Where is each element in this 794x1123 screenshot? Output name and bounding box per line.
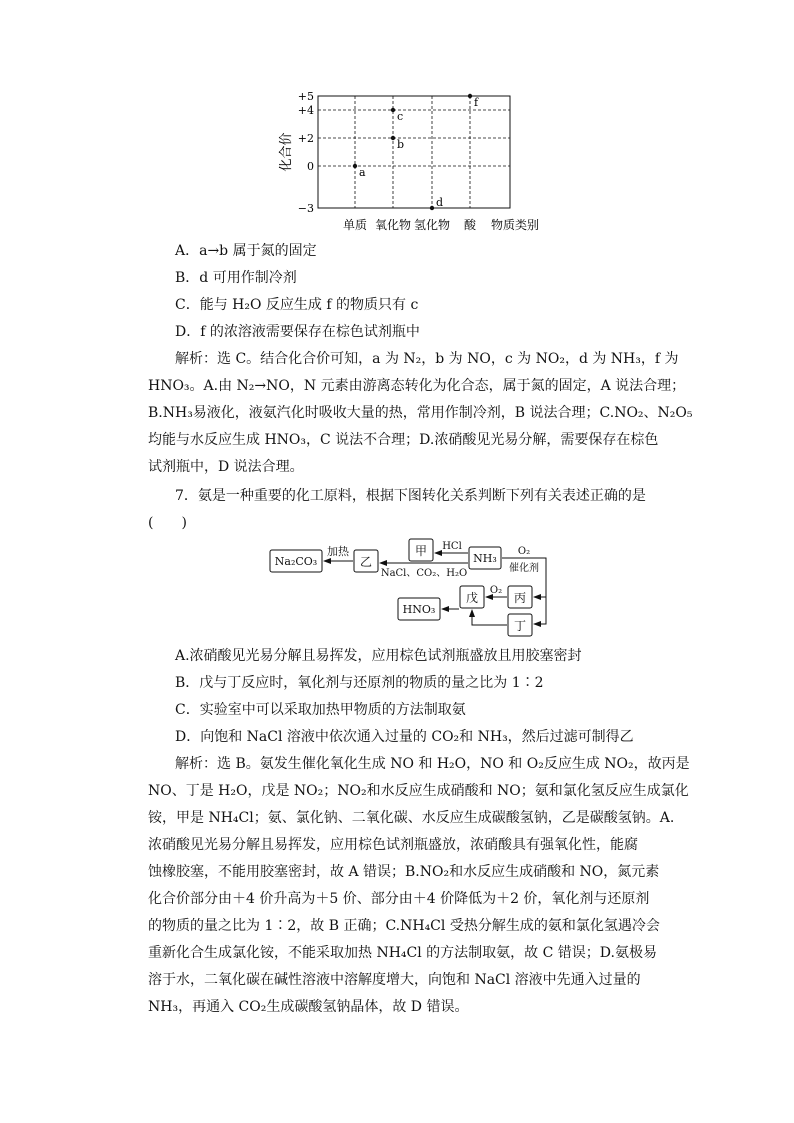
x-tick-label: 氧化物	[374, 218, 412, 232]
node-nh3: NH₃	[473, 552, 497, 565]
q7-option-b: B．戊与丁反应时，氧化剂与还原剂的物质的量之比为 1∶2	[175, 675, 544, 691]
q6-analysis-line: B.NH₃易液化，液氨汽化时吸收大量的热，常用作制冷剂，B 说法合理；C.NO₂、N₂O₅	[148, 405, 693, 421]
node-na2co3: Na₂CO₃	[274, 555, 318, 568]
q7-option-c: C．实验室中可以采取加热甲物质的方法制取氨	[175, 702, 466, 718]
q6-option-d: D．f 的浓溶液需要保存在棕色试剂瓶中	[175, 324, 420, 340]
valence-chart	[270, 88, 560, 236]
data-point	[391, 108, 395, 112]
q6-analysis-line: HNO₃。A.由 N₂→NO，N 元素由游离态转化为化合态，属于氮的固定，A 说法合理；	[148, 378, 686, 394]
node-wu: 戊	[465, 591, 479, 605]
x-tick-label: 单质	[342, 218, 368, 232]
q7-analysis-line: 重新化合生成氯化铵，不能采取加热 NH₄Cl 的方法制取氨，故 C 错误；D.氨极易	[148, 945, 657, 961]
x-tick-labels	[343, 217, 477, 232]
q7-analysis-line: 浓硝酸见光易分解且易挥发，应用棕色试剂瓶盛放，浓硝酸具有强氧化性，能腐	[148, 837, 638, 853]
q7-answer-blank: ( )	[148, 515, 187, 531]
label-hcl: HCl	[442, 541, 462, 552]
x-axis-label: 物质类别	[490, 218, 540, 232]
data-point	[430, 206, 434, 210]
q7-analysis-line: 蚀橡胶塞，不能用胶塞密封，故 A 错误；B.NO₂和水反应生成硝酸和 NO，氮元素	[148, 864, 660, 880]
q7-analysis-line: 解析：选 B。氨发生催化氧化生成 NO 和 H₂O，NO 和 O₂反应生成 NO₂，故丙是	[175, 756, 690, 772]
q7-option-a: A.浓硝酸见光易分解且易挥发，应用棕色试剂瓶盛放且用胶塞密封	[175, 648, 582, 664]
q7-analysis-line: 铵，甲是 NH₄Cl；氨、氯化钠、二氧化碳、水反应生成碳酸氢钠，乙是碳酸氢钠。A.	[148, 810, 675, 826]
point-label: b	[397, 138, 405, 151]
y-axis-label: 化合价	[279, 132, 294, 172]
q7-analysis-line: NO、丁是 H₂O，戊是 NO₂；NO₂和水反应生成硝酸和 NO；氨和氯化氢反应生成氯化	[148, 783, 689, 799]
q6-analysis-line: 均能与水反应生成 HNO₃，C 说法不合理；D.浓硝酸见光易分解，需要保存在棕色	[148, 432, 659, 448]
label-heat: 加热	[327, 545, 349, 558]
y-tick-labels	[298, 90, 314, 215]
y-tick-label: 0	[307, 160, 314, 173]
label-o2-top: O₂	[517, 546, 531, 557]
point-label: a	[359, 166, 366, 179]
y-tick-label: +4	[297, 104, 314, 117]
x-tick-label: 氢化物	[413, 218, 451, 232]
node-yi: 乙	[359, 555, 373, 569]
q7-analysis-line: 的物质的量之比为 1∶2，故 B 正确；C.NH₄Cl 受热分解生成的氨和氯化氢遇冷会	[148, 918, 660, 934]
data-points	[353, 94, 479, 210]
q6-analysis-line: 试剂瓶中，D 说法合理。	[148, 459, 304, 475]
node-hno3: HNO₃	[402, 603, 436, 616]
q6-option-c: C．能与 H₂O 反应生成 f 的物质只有 c	[175, 297, 419, 313]
data-point	[391, 136, 395, 140]
node-ding: 丁	[513, 619, 527, 633]
arrow-ding-to-wu	[472, 610, 507, 625]
y-tick-label: +2	[297, 132, 314, 145]
q6-analysis-line: 解析：选 C。结合化合价可知，a 为 N₂，b 为 NO，c 为 NO₂，d 为 NH₃，f 为	[175, 351, 679, 367]
y-tick-label: +5	[297, 90, 314, 103]
label-reagents: NaCl、CO₂、H₂O	[380, 568, 468, 579]
point-label: d	[436, 196, 444, 209]
point-label: f	[474, 96, 479, 109]
node-jia: 甲	[414, 544, 428, 558]
q6-option-b: B．d 可用作制冷剂	[175, 270, 297, 286]
q7-analysis-line: NH₃，再通入 CO₂生成碳酸氢钠晶体，故 D 错误。	[148, 999, 469, 1015]
label-catalyst: 催化剂	[509, 563, 539, 574]
q7-option-d: D．向饱和 NaCl 溶液中依次通入过量的 CO₂和 NH₃，然后过滤可制得乙	[175, 729, 634, 745]
q7-analysis-line: 化合价部分由＋4 价升高为＋5 价、部分由＋4 价降低为＋2 价，氧化剂与还原剂	[148, 891, 650, 907]
y-tick-label: −3	[297, 202, 314, 215]
point-label: c	[397, 110, 404, 123]
q6-option-a: A．a→b 属于氮的固定	[175, 243, 317, 259]
data-point	[353, 164, 357, 168]
q7-stem: 7．氨是一种重要的化工原料，根据下图转化关系判断下列有关表述正确的是	[175, 488, 646, 504]
conversion-diagram	[268, 536, 558, 638]
plot-frame	[318, 96, 510, 208]
x-tick-label: 酸	[463, 218, 477, 232]
chart-grid	[318, 96, 510, 208]
q7-analysis-line: 溶于水，二氧化碳在碱性溶液中溶解度增大，向饱和 NaCl 溶液中先通入过量的	[148, 972, 641, 988]
label-o2-mid: O₂	[489, 585, 503, 596]
data-point	[468, 94, 472, 98]
node-bing: 丙	[513, 591, 527, 605]
